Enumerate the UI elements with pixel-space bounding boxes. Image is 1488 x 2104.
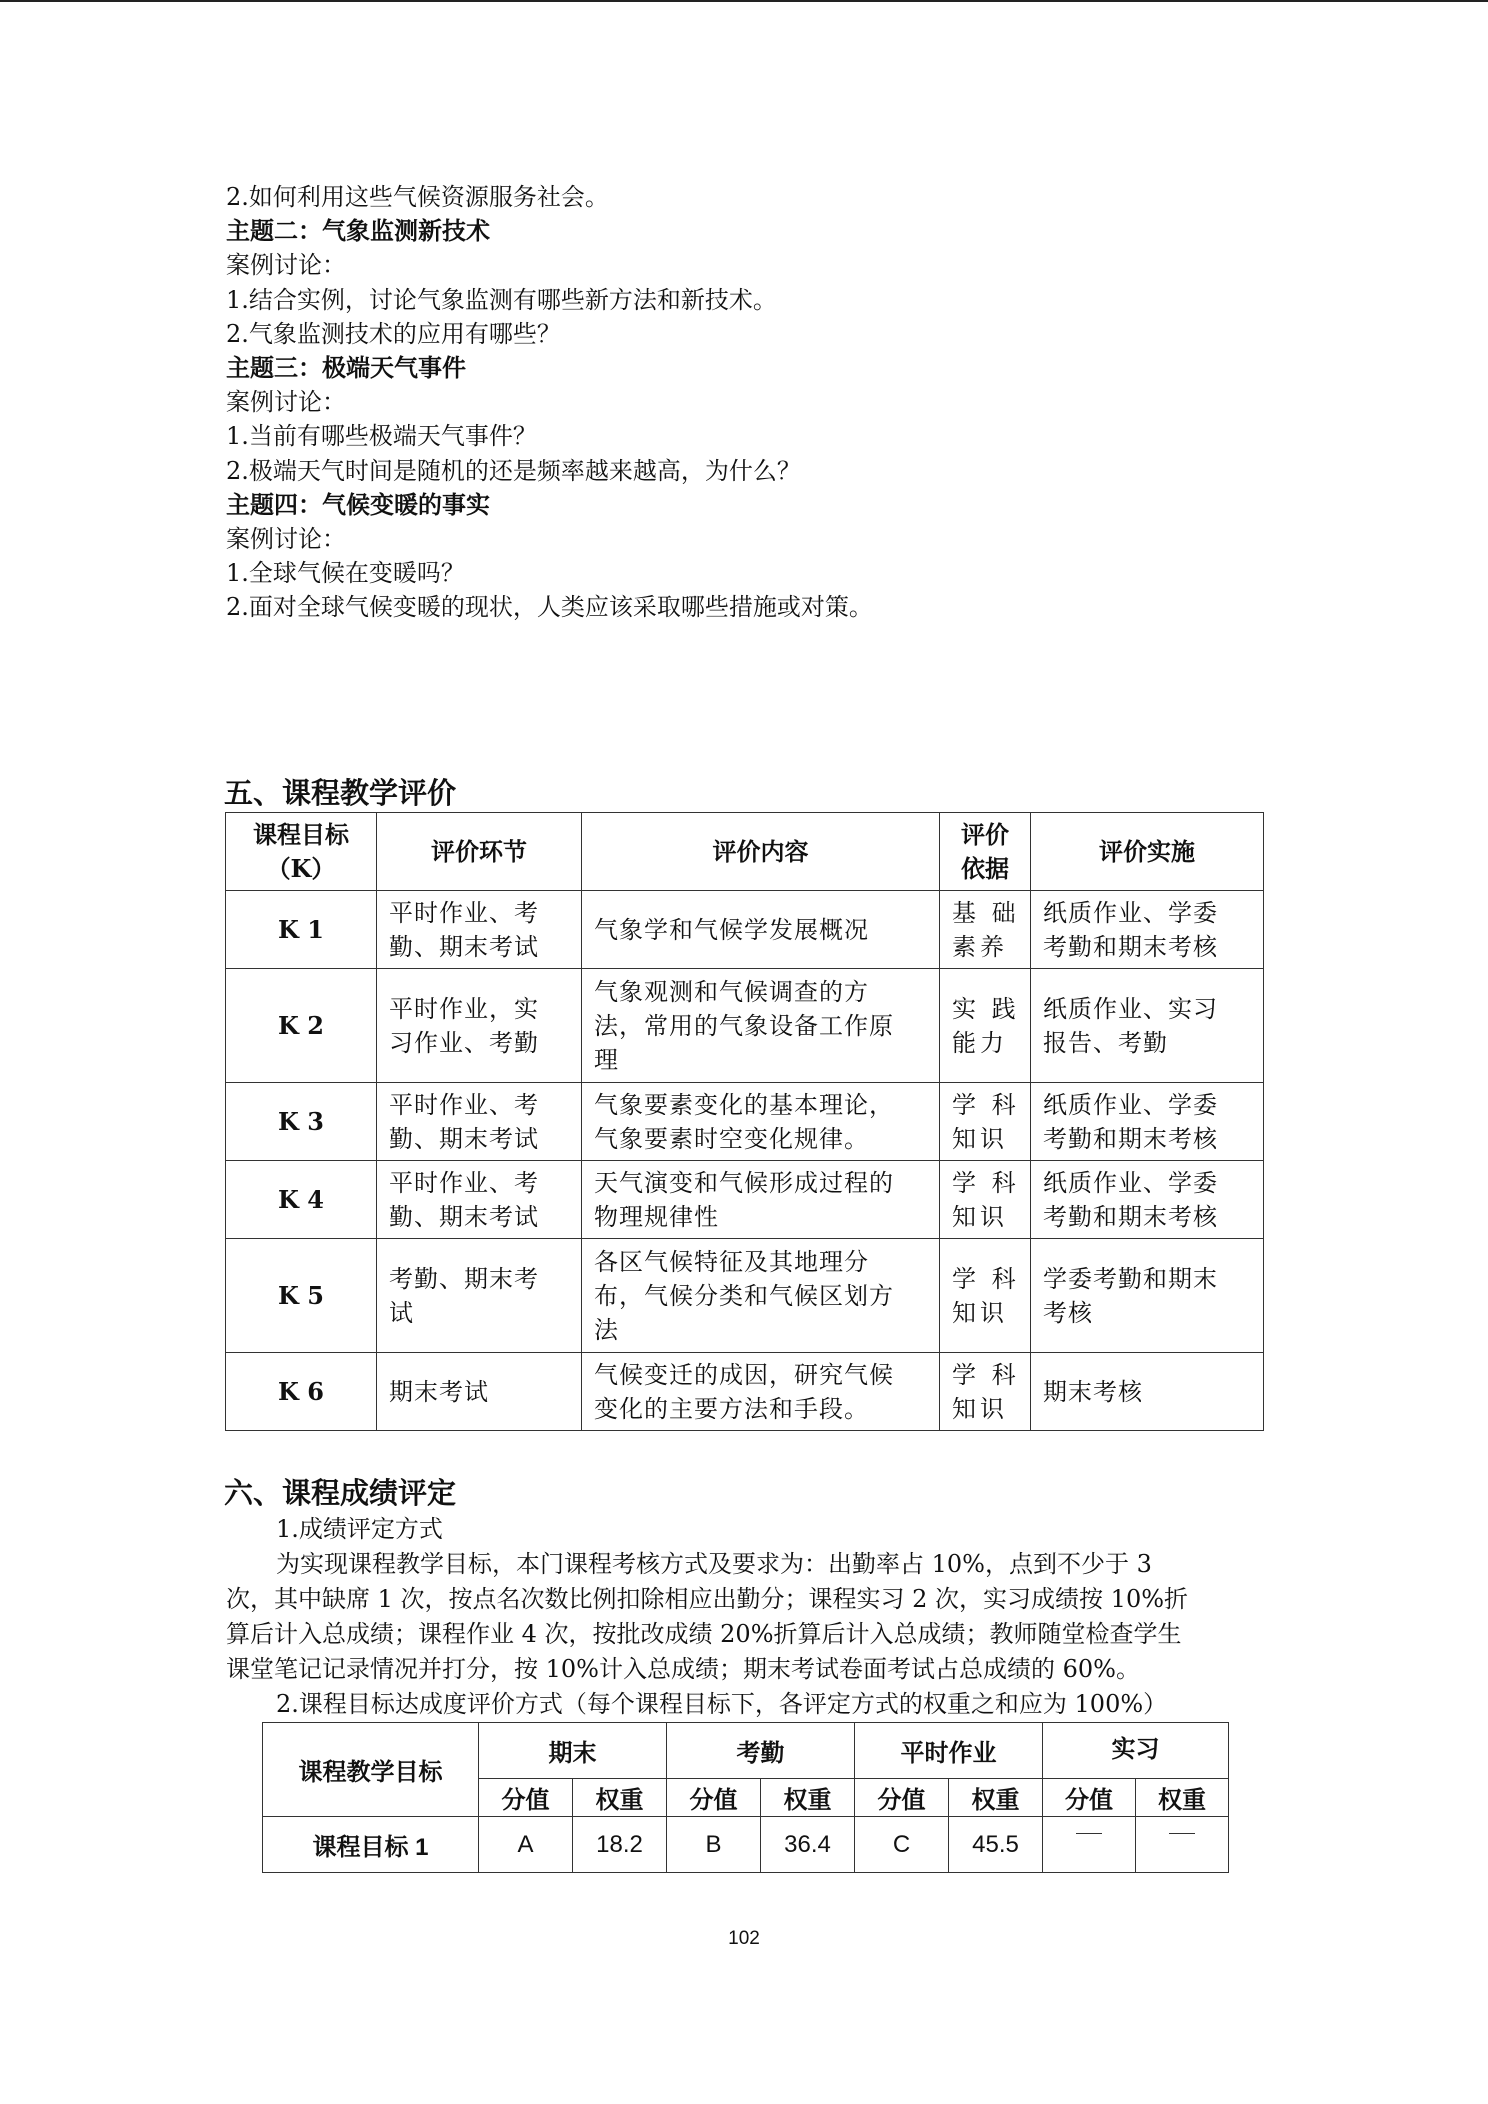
subheader-weight: 权重 [1136, 1779, 1229, 1817]
eval-impl-cell: 纸质作业、实习 报告、考勤 [1031, 969, 1264, 1083]
evaluation-row [226, 1161, 1264, 1239]
evaluation-row [226, 1239, 1264, 1353]
subheader-weight: 权重 [949, 1779, 1043, 1817]
header-final-exam: 期末 [479, 1723, 667, 1779]
row-goal: 课程目标 1 [263, 1817, 479, 1873]
final-score: A [479, 1817, 573, 1873]
eval-impl-cell: 纸质作业、学委 考勤和期末考核 [1031, 1161, 1264, 1239]
discussion-line: 案例讨论： [226, 388, 346, 417]
grading-paragraph-line: 算后计入总成绩；课程作业 4 次，按批改成绩 20%折算后计入总成绩；教师随堂检查学生 [226, 1620, 1182, 1648]
header-eval-basis: 评价 依据 [940, 813, 1031, 891]
eval-link-cell: 平时作业，实 习作业、考勤 [377, 969, 582, 1083]
achievement-header-row [263, 1723, 1229, 1779]
discussion-line: 2.面对全球气候变暖的现状，人类应该采取哪些措施或对策。 [226, 593, 873, 622]
course-goal-cell: K 1 [226, 891, 377, 969]
header-eval-link: 评价环节 [377, 813, 582, 891]
homework-weight: 45.5 [949, 1817, 1043, 1873]
discussion-line: 1.当前有哪些极端天气事件？ [226, 422, 537, 451]
discussion-line: 2.极端天气时间是随机的还是频率越来越高，为什么？ [226, 456, 801, 485]
eval-link-cell: 考勤、期末考 试 [377, 1239, 582, 1353]
subheader-weight: 权重 [573, 1779, 667, 1817]
subheader-score: 分值 [1043, 1779, 1136, 1817]
discussion-line: 2.如何利用这些气候资源服务社会。 [226, 183, 609, 211]
eval-content-cell: 气象学和气候学发展概况 [582, 891, 940, 969]
discussion-line: 2.气象监测技术的应用有哪些？ [226, 319, 561, 348]
eval-content-cell: 气候变迁的成因，研究气候 变化的主要方法和手段。 [582, 1353, 940, 1431]
attendance-score: B [667, 1817, 761, 1873]
header-eval-impl: 评价实施 [1031, 813, 1264, 891]
subheader-score: 分值 [855, 1779, 949, 1817]
evaluation-header-row [226, 813, 1264, 891]
eval-content-cell: 气象要素变化的基本理论， 气象要素时空变化规律。 [582, 1083, 940, 1161]
achievement-row [263, 1817, 1229, 1873]
eval-basis-cell: 基 础 素养 [940, 891, 1031, 969]
internship-score [1043, 1817, 1136, 1873]
evaluation-row [226, 1353, 1264, 1431]
page-number: 102 [728, 1928, 760, 1949]
course-goal-cell: K 3 [226, 1083, 377, 1161]
evaluation-table [225, 812, 1264, 1431]
page-top-border [0, 0, 1488, 2]
eval-basis-cell: 实 践 能力 [940, 969, 1031, 1083]
evaluation-row [226, 969, 1264, 1083]
topic-heading: 主题四：气候变暖的事实 [226, 489, 490, 519]
discussion-line: 1.全球气候在变暖吗？ [226, 559, 465, 588]
subheader-weight: 权重 [761, 1779, 855, 1817]
topic-heading: 主题三：极端天气事件 [226, 352, 466, 382]
homework-score: C [855, 1817, 949, 1873]
eval-basis-cell: 学 科 知识 [940, 1353, 1031, 1431]
topic-heading: 主题二：气象监测新技术 [226, 216, 490, 246]
header-attendance: 考勤 [667, 1723, 855, 1779]
eval-link-cell: 平时作业、考 勤、期末考试 [377, 891, 582, 969]
grading-subheading-1: 1.成绩评定方式 [276, 1515, 443, 1543]
eval-basis-cell: 学 科 知识 [940, 1239, 1031, 1353]
grading-paragraph-line: 课堂笔记记录情况并打分，按 10%计入总成绩；期末考试卷面考试占总成绩的 60%。 [226, 1655, 1140, 1683]
final-weight: 18.2 [573, 1817, 667, 1873]
empty-dash [1169, 1833, 1195, 1834]
discussion-line: 案例讨论： [226, 524, 346, 553]
header-goal: 课程教学目标 [263, 1723, 479, 1817]
grading-method-block [226, 1512, 1266, 1722]
eval-basis-cell: 学 科 知识 [940, 1083, 1031, 1161]
course-goal-cell: K 6 [226, 1353, 377, 1431]
eval-content-cell: 各区气候特征及其地理分 布，气候分类和气候区划方 法 [582, 1239, 940, 1353]
eval-impl-cell: 纸质作业、学委 考勤和期末考核 [1031, 1083, 1264, 1161]
grading-paragraph-line: 次，其中缺席 1 次，按点名次数比例扣除相应出勤分；课程实习 2 次，实习成绩按 10%折 [226, 1585, 1189, 1613]
header-course-goal: 课程目标 （K） [226, 813, 377, 891]
eval-content-cell: 天气演变和气候形成过程的 物理规律性 [582, 1161, 940, 1239]
header-eval-content: 评价内容 [582, 813, 940, 891]
subheader-score: 分值 [667, 1779, 761, 1817]
header-internship: 实习 [1043, 1723, 1229, 1779]
discussion-line: 1.结合实例，讨论气象监测有哪些新方法和新技术。 [226, 285, 777, 314]
case-discussion-list [226, 180, 1276, 624]
evaluation-row [226, 1083, 1264, 1161]
eval-impl-cell: 期末考核 [1031, 1353, 1264, 1431]
empty-dash [1076, 1833, 1102, 1834]
goal-achievement-table [262, 1722, 1229, 1873]
discussion-line: 案例讨论： [226, 251, 346, 280]
eval-link-cell: 平时作业、考 勤、期末考试 [377, 1083, 582, 1161]
subheader-score: 分值 [479, 1779, 573, 1817]
eval-link-cell: 平时作业、考 勤、期末考试 [377, 1161, 582, 1239]
grading-subheading-2: 2.课程目标达成度评价方式（每个课程目标下，各评定方式的权重之和应为 100%） [276, 1690, 1168, 1718]
attendance-weight: 36.4 [761, 1817, 855, 1873]
course-goal-cell: K 2 [226, 969, 377, 1083]
section-6-title: 六、课程成绩评定 [224, 1476, 457, 1510]
eval-impl-cell: 学委考勤和期末 考核 [1031, 1239, 1264, 1353]
section-5-title: 五、课程教学评价 [224, 776, 457, 810]
grading-paragraph-line: 为实现课程教学目标，本门课程考核方式及要求为：出勤率占 10%，点到不少于 3 [276, 1550, 1152, 1578]
eval-basis-cell: 学 科 知识 [940, 1161, 1031, 1239]
internship-weight [1136, 1817, 1229, 1873]
header-homework: 平时作业 [855, 1723, 1043, 1779]
eval-link-cell: 期末考试 [377, 1353, 582, 1431]
course-goal-cell: K 5 [226, 1239, 377, 1353]
evaluation-row [226, 891, 1264, 969]
course-goal-cell: K 4 [226, 1161, 377, 1239]
eval-impl-cell: 纸质作业、学委 考勤和期末考核 [1031, 891, 1264, 969]
eval-content-cell: 气象观测和气候调查的方 法，常用的气象设备工作原 理 [582, 969, 940, 1083]
